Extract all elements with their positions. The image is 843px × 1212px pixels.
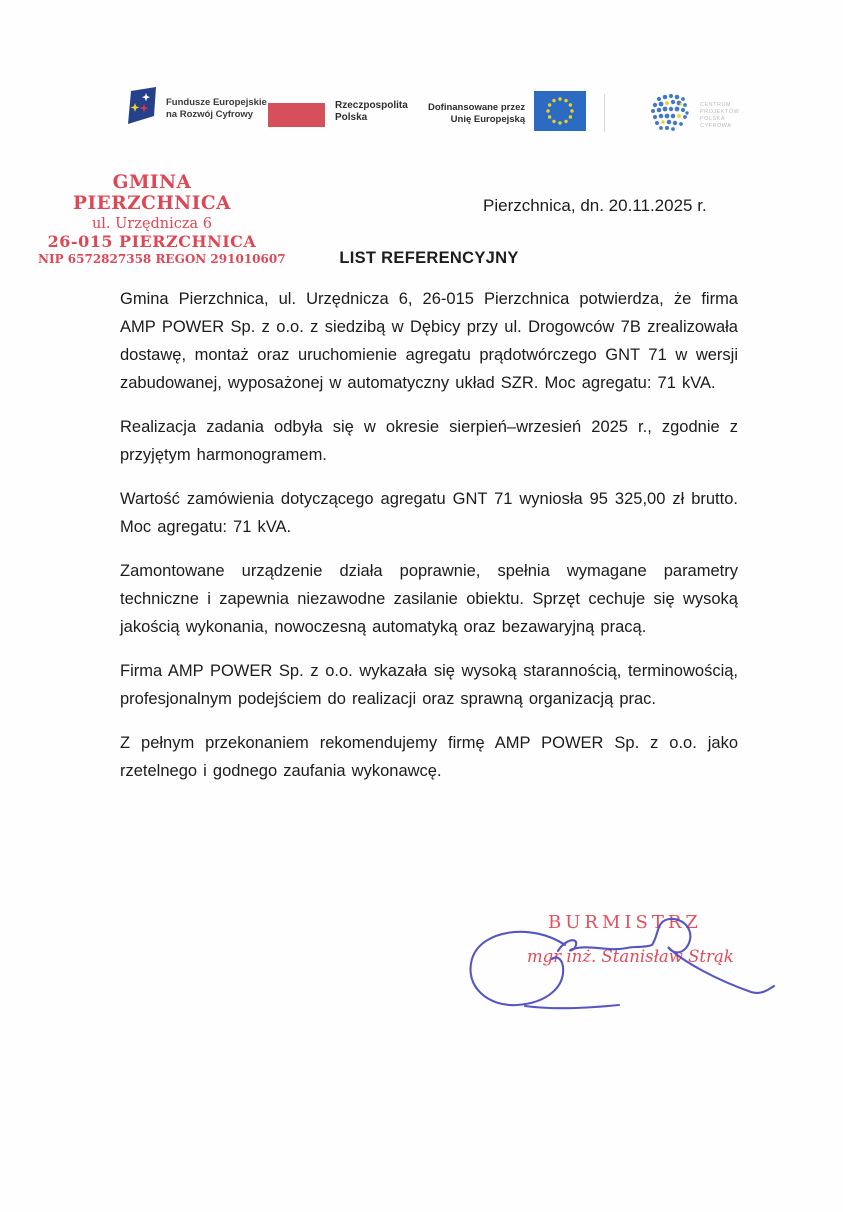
letter-body: [120, 285, 738, 785]
logo-rzeczpospolita-polska: [268, 99, 408, 132]
eu-flag-icon: [534, 91, 586, 136]
logo-fundusze-europejskie-label: Fundusze Europejskie na Rozwój Cyfrowy: [166, 96, 267, 120]
place-and-date: Pierzchnica, dn. 20.11.2025 r.: [483, 196, 707, 215]
logo-dofinansowane-ue-label: Dofinansowane przez Unię Europejską: [428, 101, 526, 125]
stamp-postal-city: 26-015 PIERZCHNICA: [47, 232, 257, 251]
logo-dofinansowane-ue: [428, 91, 586, 136]
logo-fundusze-europejskie: [127, 87, 267, 130]
logo-cppc-label: CENTRUM PROJEKTÓW POLSKA CYFROWA: [700, 101, 740, 129]
signatory-title-stamp: BURMISTRZ: [548, 912, 702, 933]
stamp-nip-regon: NIP 6572827358 REGON 291010607: [38, 252, 286, 266]
signatory-name-stamp: mgr inż. Stanisław Strąk: [527, 947, 734, 966]
paragraph-company-merits: Firma AMP POWER Sp. z o.o. wykazała się wysoką starannością, terminowością, profesjonalnym podejściem do realizacji oraz sprawną organizacją prac.: [120, 662, 738, 708]
paragraph-recommendation: Z pełnym przekonaniem rekomendujemy firmę AMP POWER Sp. z o.o. jako rzetelnego i godnego zaufania wykonawcę.: [120, 734, 738, 780]
signature-block: [455, 895, 795, 1025]
header-divider: [604, 94, 605, 132]
funding-logos-header: [0, 85, 843, 145]
poland-flag-icon: [268, 103, 325, 132]
document-title: LIST REFERENCYJNY: [339, 249, 519, 267]
stamp-municipality-name: GMINA PIERZCHNICA: [73, 172, 231, 214]
paragraph-confirmation: Gmina Pierzchnica, ul. Urzędnicza 6, 26-015 Pierzchnica potwierdza, że firma AMP POWER Sp. z o.o. z siedzibą w Dębicy przy ul. Drogowców 7B zrealizowała dostawę, montaż oraz uruchomienie agregatu prądotwórczego GNT 71 w wersji zabudowanej, wyposażonej w automatyczny układ SZR. Moc agregatu: 71 kVA.: [120, 290, 738, 392]
logo-cppc: [645, 89, 739, 142]
stamp-street: ul. Urzędnicza 6: [91, 216, 213, 232]
paragraph-equipment-quality: Zamontowane urządzenie działa poprawnie, spełnia wymagane parametry techniczne i zapewnia niezawodne zasilanie obiektu. Sprzęt cechuje się wysoką jakością wykonania, nowoczesną automatyką oraz bezawaryjną pracą.: [120, 562, 738, 636]
paragraph-schedule: Realizacja zadania odbyła się w okresie sierpień–wrzesień 2025 r., zgodnie z przyjętym harmonogramem.: [120, 418, 738, 464]
cppc-emblem-icon: [645, 89, 693, 142]
paragraph-order-value: Wartość zamówienia dotyczącego agregatu GNT 71 wyniosła 95 325,00 zł brutto. Moc agregatu: 71 kVA.: [120, 490, 738, 536]
fundusze-europejskie-flag-icon: [127, 87, 158, 130]
logo-rzeczpospolita-polska-label: Rzeczpospolita Polska: [335, 99, 408, 123]
